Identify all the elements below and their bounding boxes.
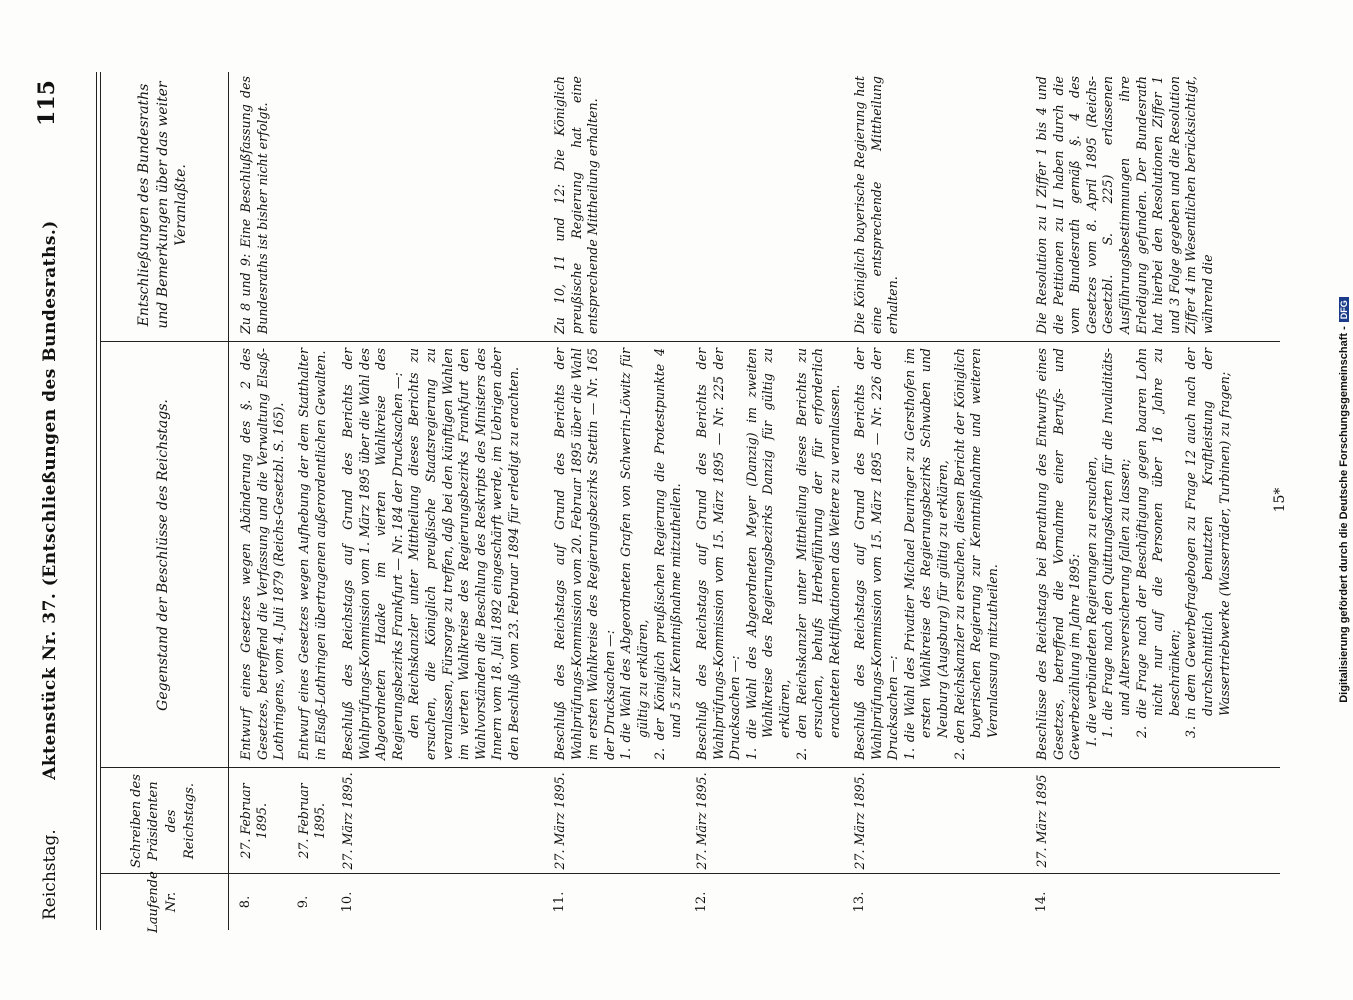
row-11-item: 1. die Wahl des Abgeordneten Grafen von Schwerin-Löwitz für gültig zu erklären, — [618, 348, 651, 760]
row-13-item: 1. die Wahl des Privatier Michael Deuringer zu Gersthofen im ersten Wahlkreise des Regierungsbezirks Schwaben und Neuburg (Augsburg) für gültig zu erklären, — [901, 348, 951, 760]
column-header-entschliessungen: Entschließungen des Bundesraths und Bemerkungen über das weiter Veranlaßte. — [135, 81, 190, 329]
column-divider-3 — [100, 341, 1280, 342]
column-divider-1 — [100, 873, 1280, 874]
row-14-subheading: I. die verbündeten Regierungen zu ersuchen, — [1083, 456, 1099, 746]
row-12-date: 27. März 1895. — [694, 772, 709, 870]
signature-mark: 15* — [1272, 487, 1288, 513]
row-9-nr: 9. — [296, 895, 311, 909]
row-10-text-body: den Reichskanzler unter Mittheilung dieses Berichts zu ersuchen, die Königlich preußische Staatsregierung zu veranlassen, Fürsorge zu treffen, daß bei den künftigen Wahlen im vierten Wahlkreise des Regierungsbezirks Frankfurt den Wahlvorständen die Beschlung des Reskripts des Ministers des Innern vom 18. Juli 1892 eingeschärft werde, im Uebrigen aber den Beschluß vom 23. Februar 1894 für erledigt zu erachten. — [406, 348, 522, 760]
row-13-date: 27. März 1895. — [852, 772, 867, 870]
column-header-rule — [228, 72, 229, 930]
row-13-item: 2. den Reichskanzler zu ersuchen, diesen Bericht der Königlich bayerischen Regierung zur Kenntnißnahme und weiteren Veranlassung mitzutheilen. — [951, 348, 1000, 760]
row-12-item: 2. den Reichskanzler unter Mittheilung dieses Berichts zu ersuchen, behufs Herbeiführung der für erforderlich erachteten Rektifikationen das Weitere zu veranlassen. — [793, 348, 842, 760]
row-14-nr: 14. — [1034, 891, 1049, 913]
row-14-item: 3. in dem Gewerbefragebogen zu Frage 12 auch nach der durchschnittlich benutzten Kraftleistung der Wassertriebwerke (Wasserräder, Turbinen) zu fragen; — [1183, 348, 1232, 738]
row-8-nr: 8. — [238, 895, 253, 909]
row-12-text-intro: Beschluß des Reichstags auf Grund des Berichts der Wahlprüfungs-Kommission vom 15. März 1895 — Nr. 225 der Drucksachen —: — [694, 348, 743, 760]
header-rule-double — [100, 72, 101, 930]
row-14-date: 27. März 1895 — [1034, 774, 1049, 868]
row-14-text — [1034, 348, 1233, 760]
row-11-nr: 11. — [552, 891, 567, 913]
row-9-text: Entwurf eines Gesetzes wegen Aufhebung der dem Statthalter in Elsaß-Lothringen übertragenen außerordentlichen Gewalten. — [296, 348, 328, 760]
row-12-nr: 12. — [694, 891, 709, 913]
row-14-remark: Die Resolution zu I Ziffer 1 bis 4 und die Petitionen zu II haben durch die vom Bundesrath gemäß §. 4 des Gesetzes vom 8. April 1895 (Reichs-Gesetzbl. S. 225) erlassenen Ausführungsbestimmungen ihre Erledigung gefunden. Der Bundesrath hat hierbei den Resolutionen Ziffer 1 und 3 Folge gegeben und die Resolution Ziffer 4 im Wesentlichen berücksichtigt, während die — [1034, 76, 1216, 334]
row-14-text-intro: Beschlüsse des Reichstags bei Berathung des Entwurfs eines Gesetzes, betreffend die Vornahme einer Berufs- und Gewerbezählung im Jahre 1895: — [1034, 348, 1083, 760]
column-header-schreiben: Schreiben des Präsidenten des Reichstags. — [128, 774, 197, 868]
column-divider-2 — [100, 767, 1280, 768]
row-13-text — [852, 348, 1001, 760]
row-8-9-remark: Zu 8 und 9: Eine Beschlußfassung des Bundesraths ist bisher nicht erfolgt. — [238, 76, 270, 334]
row-14-item: 1. die Frage nach den Quittungskarten für die Invaliditäts- und Altersversicherung fallen zu lassen; — [1100, 348, 1133, 738]
column-header-nr: Laufende Nr. — [146, 871, 179, 933]
column-header-gegenstand: Gegenstand der Beschlüsse des Reichstags. — [154, 399, 171, 711]
row-11-item: 2. der Königlich preußischen Regierung die Protestpunkte 4 und 5 zur Kenntnißnahme mitzutheilen. — [651, 348, 684, 760]
row-11-text — [552, 348, 685, 760]
row-8-text: Entwurf eines Gesetzes wegen Abänderung des §. 2 des Gesetzes, betreffend die Verfassung und die Verwaltung Elsaß-Lothringens, vom 4. Juli 1879 (Reichs-Gesetzbl. S. 165). — [238, 348, 287, 760]
row-13-remark: Die Königlich bayerische Regierung hat eine entsprechende Mittheilung erhalten. — [852, 76, 901, 334]
row-10-12-remark: Zu 10, 11 und 12: Die Königlich preußische Regierung hat eine entsprechende Mittheilung erhalten. — [552, 76, 601, 334]
row-11-date: 27. März 1895. — [552, 772, 567, 870]
row-14-item: 2. die Frage nach der Beschäftigung gegen baaren Lohn nicht nur auf die Personen über 16 Jahre zu beschränken; — [1133, 348, 1182, 738]
row-12-item: 1. die Wahl des Abgeordneten Meyer (Danzig) im zweiten Wahlkreise des Regierungsbezirks Danzig für gültig zu erklären, — [743, 348, 793, 760]
page-number: 115 — [34, 80, 60, 126]
row-10-date: 27. März 1895. — [340, 772, 355, 870]
page-header — [32, 80, 72, 920]
header-title: Aktenstück Nr. 37. (Entschließungen des Bundesraths.) — [40, 220, 60, 780]
row-12-text — [694, 348, 843, 760]
row-8-date: 27. Februar 1895. — [238, 783, 270, 859]
row-13-text-intro: Beschluß des Reichstags auf Grund des Berichts der Wahlprüfungs-Kommission vom 15. März 1895 — Nr. 226 der Drucksachen —: — [852, 348, 901, 760]
dfg-badge: DFG — [1339, 297, 1349, 322]
header-rule — [96, 72, 97, 930]
row-10-text-intro: Beschluß des Reichstags auf Grund des Berichts der Wahlprüfungs-Kommission vom 1. März 1895 über die Wahl des Abgeordneten Haake im vierten Wahlkreise des Regierungsbezirks Frankfurt — Nr. 184 der Drucksachen —: — [340, 348, 405, 760]
header-left: Reichstag. — [40, 829, 60, 920]
digitization-text: Digitalisierung gefördert durch die Deutsche Forschungsgemeinschaft - — [1338, 326, 1350, 703]
row-10-nr: 10. — [340, 891, 355, 913]
row-11-text-intro: Beschluß des Reichstags auf Grund des Berichts der Wahlprüfungs-Kommission vom 20. Februar 1895 über die Wahl im ersten Wahlkreise des Regierungsbezirks Stettin — Nr. 165 der Drucksachen —: — [552, 348, 617, 760]
digitization-note — [1338, 0, 1350, 1000]
row-13-nr: 13. — [852, 891, 867, 913]
row-10-text — [340, 348, 523, 760]
row-9-date: 27. Februar 1895. — [296, 783, 328, 859]
